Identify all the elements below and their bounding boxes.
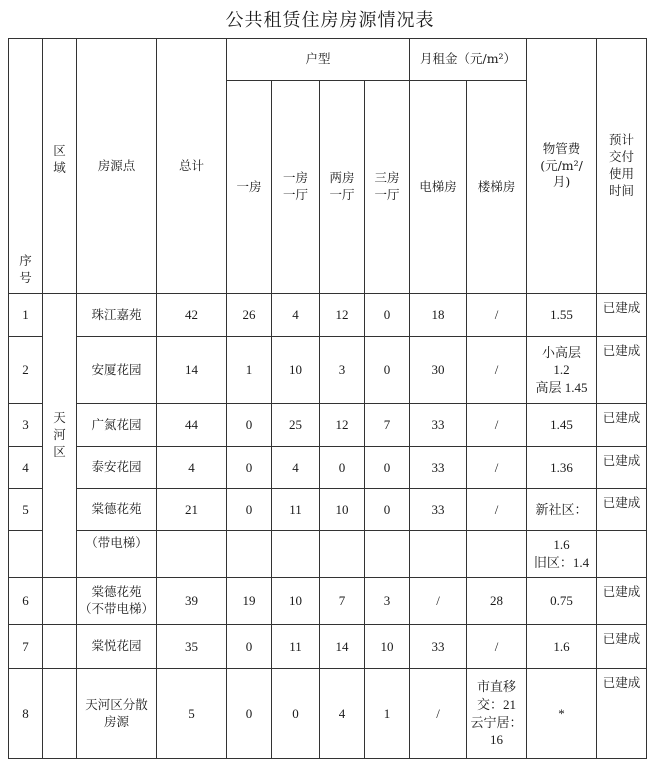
cell-delivery: 已建成 xyxy=(597,489,647,531)
cell-elevator: 33 xyxy=(410,625,467,669)
table-row xyxy=(9,489,647,531)
header-source: 房源点 xyxy=(77,39,157,294)
cell-delivery: 已建成 xyxy=(597,447,647,489)
cell-three-room-hall: 10 xyxy=(365,625,410,669)
cell-elevator: 30 xyxy=(410,337,467,404)
cell-one-room-hall: 10 xyxy=(272,578,320,625)
cell-two-room-hall: 4 xyxy=(320,669,365,759)
cell-name: 泰安花园 xyxy=(77,447,157,489)
cell-three-room-hall xyxy=(365,531,410,578)
cell-area xyxy=(43,669,77,759)
cell-elevator: 33 xyxy=(410,447,467,489)
cell-one-room: 0 xyxy=(227,625,272,669)
cell-mgmt-fee: 1.36 xyxy=(527,447,597,489)
cell-elevator: / xyxy=(410,669,467,759)
cell-two-room-hall: 0 xyxy=(320,447,365,489)
cell-one-room: 0 xyxy=(227,447,272,489)
cell-seq: 4 xyxy=(9,447,43,489)
table-row xyxy=(9,404,647,447)
cell-stair: / xyxy=(467,447,527,489)
cell-total: 35 xyxy=(157,625,227,669)
cell-name: 棠德花苑 xyxy=(77,489,157,531)
cell-one-room-hall: 0 xyxy=(272,669,320,759)
cell-seq: 8 xyxy=(9,669,43,759)
cell-stair: 市直移 交：21 云宁居： 16 xyxy=(467,669,527,759)
cell-one-room-hall xyxy=(272,531,320,578)
header-one-room-hall: 一房 一厅 xyxy=(272,81,320,294)
cell-area: 天 河 区 xyxy=(43,294,77,578)
cell-stair: 28 xyxy=(467,578,527,625)
cell-elevator: 33 xyxy=(410,404,467,447)
table-row xyxy=(9,625,647,669)
cell-seq: 1 xyxy=(9,294,43,337)
cell-total: 4 xyxy=(157,447,227,489)
header-seq: 序 号 xyxy=(9,39,43,294)
cell-stair: / xyxy=(467,404,527,447)
cell-name: 天河区分散 房源 xyxy=(77,669,157,759)
cell-seq: 5 xyxy=(9,489,43,531)
cell-three-room-hall: 0 xyxy=(365,294,410,337)
cell-elevator: 33 xyxy=(410,489,467,531)
header-one-room: 一房 xyxy=(227,81,272,294)
cell-delivery: 已建成 xyxy=(597,337,647,404)
cell-one-room-hall: 11 xyxy=(272,625,320,669)
cell-delivery: 已建成 xyxy=(597,625,647,669)
header-three-room-hall: 三房 一厅 xyxy=(365,81,410,294)
header-area: 区 域 xyxy=(43,39,77,294)
cell-delivery: 已建成 xyxy=(597,404,647,447)
cell-seq xyxy=(9,531,43,578)
cell-one-room-hall: 4 xyxy=(272,447,320,489)
cell-mgmt-fee: 1.55 xyxy=(527,294,597,337)
cell-mgmt-fee: 新社区： xyxy=(527,489,597,531)
cell-stair xyxy=(467,531,527,578)
cell-delivery xyxy=(597,531,647,578)
cell-delivery: 已建成 xyxy=(597,669,647,759)
cell-elevator: 18 xyxy=(410,294,467,337)
cell-area xyxy=(43,578,77,625)
cell-total: 14 xyxy=(157,337,227,404)
cell-two-room-hall: 10 xyxy=(320,489,365,531)
cell-mgmt-fee: 1.6 旧区：1.4 xyxy=(527,531,597,578)
cell-name: 广氮花园 xyxy=(77,404,157,447)
cell-name: 棠悦花园 xyxy=(77,625,157,669)
cell-name: 安厦花园 xyxy=(77,337,157,404)
cell-total: 21 xyxy=(157,489,227,531)
cell-one-room: 1 xyxy=(227,337,272,404)
cell-name: 珠江嘉苑 xyxy=(77,294,157,337)
header-row-1 xyxy=(9,39,647,81)
cell-one-room: 0 xyxy=(227,489,272,531)
header-two-room-hall: 两房 一厅 xyxy=(320,81,365,294)
cell-two-room-hall: 3 xyxy=(320,337,365,404)
cell-delivery: 已建成 xyxy=(597,578,647,625)
cell-two-room-hall: 12 xyxy=(320,404,365,447)
header-stair: 楼梯房 xyxy=(467,81,527,294)
cell-mgmt-fee: 小高层 1.2 高层 1.45 xyxy=(527,337,597,404)
header-unit-type: 户型 xyxy=(227,39,410,81)
cell-total: 42 xyxy=(157,294,227,337)
housing-table xyxy=(8,38,647,759)
table-row xyxy=(9,294,647,337)
cell-two-room-hall xyxy=(320,531,365,578)
cell-seq: 7 xyxy=(9,625,43,669)
cell-two-room-hall: 14 xyxy=(320,625,365,669)
cell-stair: / xyxy=(467,337,527,404)
page-title: 公共租赁住房房源情况表 xyxy=(225,10,435,31)
cell-seq: 6 xyxy=(9,578,43,625)
table-row xyxy=(9,531,647,578)
cell-three-room-hall: 0 xyxy=(365,337,410,404)
cell-delivery: 已建成 xyxy=(597,294,647,337)
cell-two-room-hall: 7 xyxy=(320,578,365,625)
cell-one-room: 26 xyxy=(227,294,272,337)
cell-name: （带电梯） xyxy=(77,531,157,578)
cell-stair: / xyxy=(467,294,527,337)
cell-stair: / xyxy=(467,625,527,669)
cell-one-room: 0 xyxy=(227,669,272,759)
cell-two-room-hall: 12 xyxy=(320,294,365,337)
cell-area xyxy=(43,625,77,669)
cell-elevator: / xyxy=(410,578,467,625)
table-row xyxy=(9,447,647,489)
cell-one-room-hall: 10 xyxy=(272,337,320,404)
cell-total: 44 xyxy=(157,404,227,447)
cell-three-room-hall: 0 xyxy=(365,447,410,489)
cell-seq: 3 xyxy=(9,404,43,447)
header-total: 总计 xyxy=(157,39,227,294)
cell-one-room: 0 xyxy=(227,404,272,447)
cell-one-room-hall: 4 xyxy=(272,294,320,337)
cell-one-room-hall: 25 xyxy=(272,404,320,447)
header-rent: 月租金（元/m²） xyxy=(410,39,527,81)
cell-one-room-hall: 11 xyxy=(272,489,320,531)
cell-three-room-hall: 1 xyxy=(365,669,410,759)
cell-seq: 2 xyxy=(9,337,43,404)
cell-three-room-hall: 3 xyxy=(365,578,410,625)
cell-mgmt-fee: 1.6 xyxy=(527,625,597,669)
table-row xyxy=(9,337,647,404)
cell-name: 棠德花苑 （不带电梯） xyxy=(77,578,157,625)
cell-mgmt-fee: * xyxy=(527,669,597,759)
cell-one-room xyxy=(227,531,272,578)
header-mgmt-fee: 物管费 (元/m²/ 月) xyxy=(527,39,597,294)
cell-one-room: 19 xyxy=(227,578,272,625)
cell-mgmt-fee: 1.45 xyxy=(527,404,597,447)
cell-total xyxy=(157,531,227,578)
cell-three-room-hall: 7 xyxy=(365,404,410,447)
cell-elevator xyxy=(410,531,467,578)
table-row xyxy=(9,669,647,759)
cell-mgmt-fee: 0.75 xyxy=(527,578,597,625)
header-elevator: 电梯房 xyxy=(410,81,467,294)
table-row xyxy=(9,578,647,625)
cell-stair: / xyxy=(467,489,527,531)
cell-total: 5 xyxy=(157,669,227,759)
cell-total: 39 xyxy=(157,578,227,625)
header-delivery: 预计 交付 使用 时间 xyxy=(597,39,647,294)
cell-three-room-hall: 0 xyxy=(365,489,410,531)
